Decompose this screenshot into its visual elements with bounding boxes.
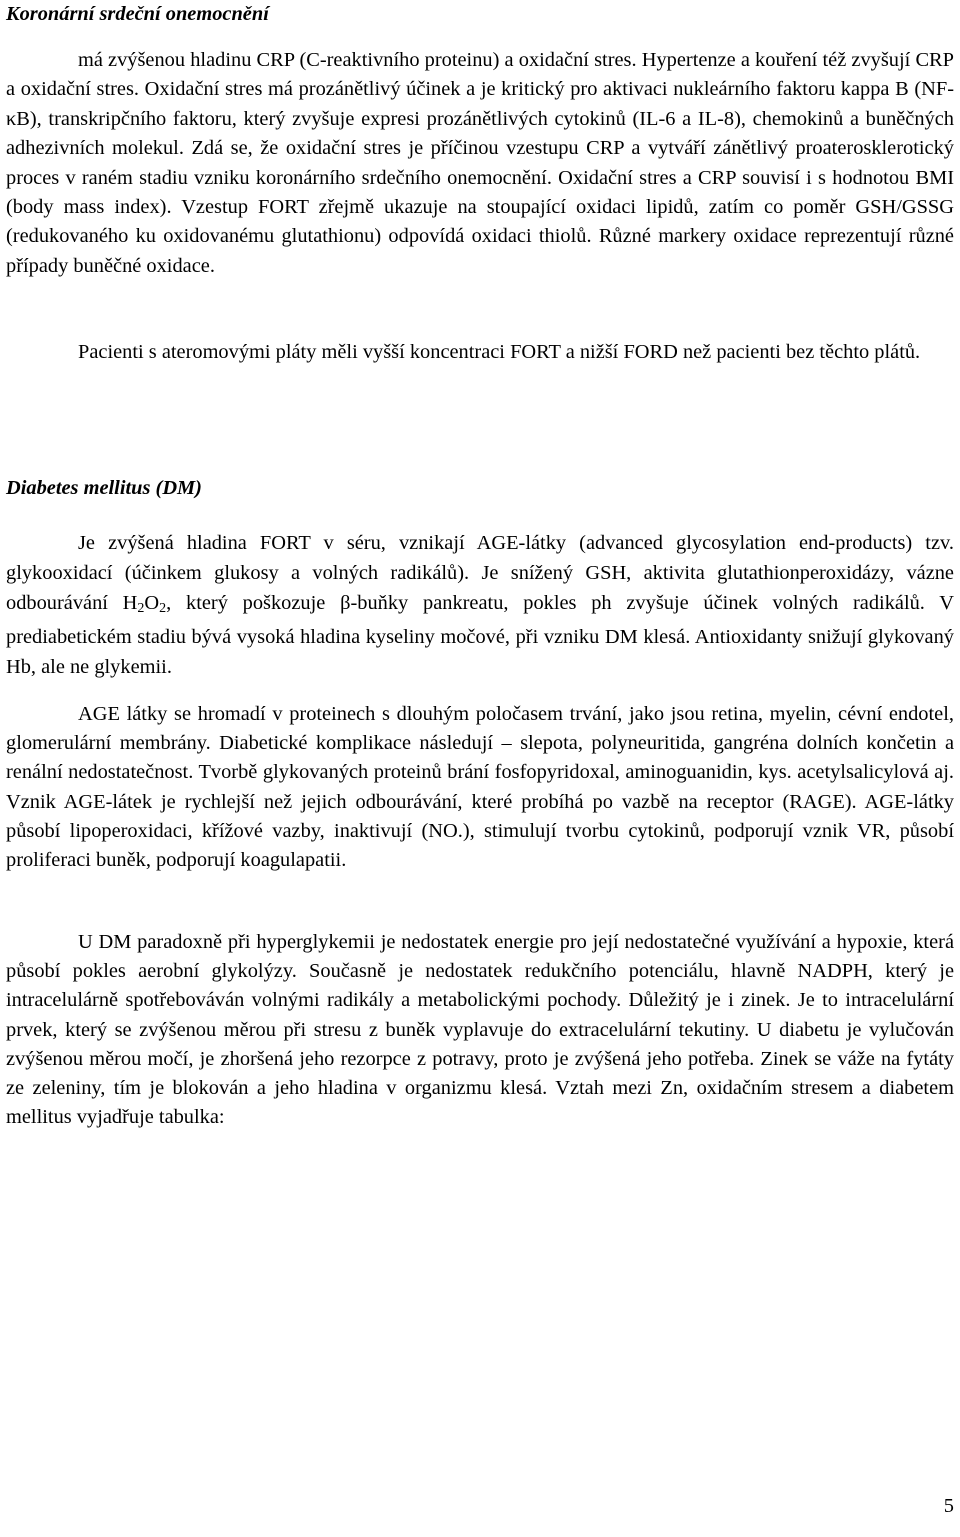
paragraph-diabetes-2: AGE látky se hromadí v proteinech s dlouhým poločasem trvání, jako jsou retina, myelin, cévní endotel, glomerulární membrány. Diabetické komplikace následují – slepota, polyneuritida, gangréna dolních končetin a renální nedostatečnost. Tvorbě glykovaných proteinů brání fosfopyridoxal, aminoguanidin, kys. acetylsalicylová aj. Vznik AGE-látek je rychlejší než jejich odbourávání, které probíhá po vazbě na receptor (RAGE). AGE-látky působí lipoperoxidaci, křížové vazby, inaktivují (NO.), stimulují tvorbu cytokinů, podporují vznik VR, působí proliferaci buněk, podporují koagulapatii. [6,703,954,872]
paragraph-diabetes-1-text-o: O [144,591,160,614]
paragraph-diabetes-1-text-b: , který poškozuje β-buňky pankreatu, pokles ph zvyšuje účinek volných radikálů. V prediabetickém stadiu bývá vysoká hladina kyseliny močové, při vzniku DM klesá. Antioxidanty snižují glykovaný Hb, ale ne glykemii. [6,591,955,679]
paragraph-diabetes-1 [6,529,954,683]
page-number: 5 [943,1495,954,1517]
paragraph-coronary-2: Pacienti s ateromovými pláty měli vyšší koncentraci FORT a nižší FORD než pacienti bez těchto plátů. [78,341,921,363]
subscript: 2 [159,600,167,616]
paragraph-diabetes-3: U DM paradoxně při hyperglykemii je nedostatek energie pro její nedostatečné využívání a hypoxie, která působí pokles aerobní glykolýzy. Současně je nedostatek redukčního potenciálu, hlavně NADPH, který je intracelulárně spotřebováván volnými radikály a metabolickými pochody. Důležitý je i zinek. Je to intracelulární prvek, který se zvýšenou měrou při stresu z buněk vyplavuje do extracelulární tekutiny. U diabetu je vylučován zvýšenou měrou močí, je zhoršená jeho rezorpce z potravy, proto je zvýšená jeho potřeba. Zinek se váže na fytáty ze zeleniny, tím je blokován a jeho hladina v organizmu klesá. Vztah mezi Zn, oxidačním stresem a diabetem mellitus vyjadřuje tabulka: [6,931,954,1129]
paragraph-coronary-1: má zvýšenou hladinu CRP (C-reaktivního proteinu) a oxidační stres. Hypertenze a kouření též zvyšují CRP a oxidační stres. Oxidační stres má prozánětlivý účinek a je kritický pro aktivaci nukleárního faktoru kappa B (NF-κB), transkripčního faktoru, který zvyšuje expresi prozánětlivých cytokinů (IL-6 a IL-8), chemokinů a buněčných adhezivních molekul. Zdá se, že oxidační stres je příčinou vzestupu CRP a vytváří zánětlivý proaterosklerotický proces v raném stadiu vzniku koronárního srdečního onemocnění. Oxidační stres a CRP souvisí i s hodnotou BMI (body mass index). Vzestup FORT zřejmě ukazuje na stoupající oxidaci lipidů, zatím co poměr GSH/GSSG (redukovaného ku oxidovanému glutathionu) odpovídá oxidaci thiolů. Různé markery oxidace reprezentují různé případy buněčné oxidace. [6,49,954,277]
section-heading-diabetes: Diabetes mellitus (DM) [6,477,202,499]
section-heading-coronary: Koronární srdeční onemocnění [6,3,269,25]
paragraph-diabetes-1-text-a: Je zvýšená hladina FORT v séru, vznikají AGE-látky (advanced glycosylation end-products) tzv. glykooxidací (účinkem glukosy a volných radikálů). Je snížený GSH, aktivita glutathionperoxidázy, vázne odbourávání H [6,532,954,614]
subscript: 2 [137,600,145,616]
